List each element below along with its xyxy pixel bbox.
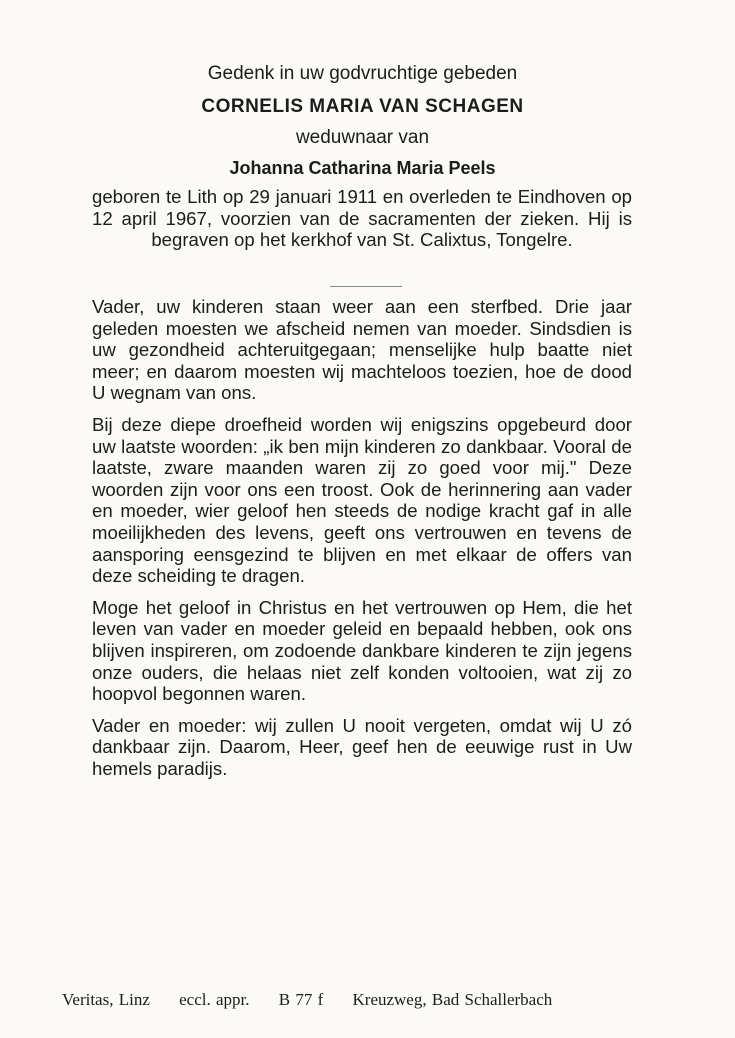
- memorial-text: [92, 296, 632, 789]
- deceased-name: CORNELIS MARIA VAN SCHAGEN: [201, 96, 524, 117]
- paragraph: Bij deze diepe droefheid worden wij enigszins opgebeurd door uw laatste woorden: „ik ben mijn kinderen zo dankbaar. Vooral de laatste, zware maanden waren zij zo goed voor mij." Deze woorden zijn voor ons een troost. Ook de herinnering aan vader en moeder, wier geloof hen steeds de nodige kracht gaf in alle moeilijkheden des levens, geeft ons vertrouwen en tevens de aansporing eensgezind te blijven en met elkaar de offers van deze scheiding te dragen.: [92, 413, 632, 587]
- footer-series: Kreuzweg, Bad Schallerbach: [352, 990, 553, 1009]
- footer-code: B 77 f: [278, 990, 324, 1009]
- paragraph: Moge het geloof in Christus en het vertrouwen op Hem, die het leven van vader en moeder geleid en bepaald hebben, ook ons blijven inspireren, om zodoende dankbare kinderen te zijn jegens onze ouders, die helaas niet zelf konden voltooien, wat zij zo hoopvol begonnen waren.: [92, 596, 632, 705]
- relation-line: weduwnaar van: [295, 127, 430, 148]
- divider: [330, 286, 402, 287]
- paragraph: Vader, uw kinderen staan weer aan een sterfbed. Drie jaar geleden moesten we afscheid nemen van moeder. Sindsdien is uw gezondheid achteruitgegaan; menselijke hulp baatte niet meer; en daarom moesten wij machteloos toezien, hoe de dood U wegnam van ons.: [92, 296, 632, 404]
- paragraph: Vader en moeder: wij zullen U nooit vergeten, omdat wij U zó dankbaar zijn. Daarom, Heer, geef hen de eeuwige rust in Uw hemels paradijs.: [92, 714, 632, 779]
- footer-publisher: Veritas, Linz: [62, 990, 150, 1009]
- biographical-intro: geboren te Lith op 29 januari 1911 en overleden te Eindhoven op 12 april 1967, voorzien van de sacramenten der zieken. Hij is begraven op het kerkhof van St. Calixtus, Tongelre.: [92, 186, 632, 250]
- printer-footer: [62, 990, 692, 1010]
- footer-approval: eccl. appr.: [179, 990, 250, 1009]
- prayer-request-line: Gedenk in uw godvruchtige gebeden: [207, 63, 518, 84]
- spouse-name: Johanna Catharina Maria Peels: [229, 158, 496, 178]
